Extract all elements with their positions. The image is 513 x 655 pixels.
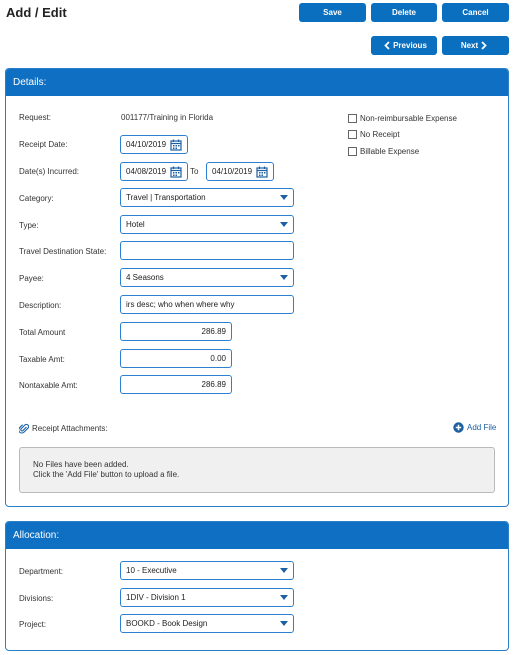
non-reimbursable-checkbox[interactable] <box>348 114 457 123</box>
type-value: Hotel <box>126 220 145 229</box>
divisions-select[interactable] <box>120 588 294 607</box>
caret-down-icon <box>280 222 288 227</box>
receipt-date-label: Receipt Date: <box>19 140 68 149</box>
department-value: 10 - Executive <box>126 566 177 575</box>
date-incurred-to-value: 04/10/2019 <box>212 167 253 176</box>
date-incurred-from-field[interactable] <box>120 162 188 181</box>
dropzone-line-2: Click the 'Add File' button to upload a file. <box>33 470 180 479</box>
divisions-value: 1DIV - Division 1 <box>126 593 186 602</box>
taxable-amt-value: 0.00 <box>210 354 226 363</box>
type-select[interactable] <box>120 215 294 234</box>
request-value: 001177/Training in Florida <box>121 113 214 122</box>
project-label: Project: <box>19 620 47 629</box>
to-label: To <box>190 167 199 176</box>
no-receipt-checkbox[interactable] <box>348 130 400 139</box>
calendar-icon[interactable] <box>170 139 182 151</box>
receipt-attachments-label: Receipt Attachments: <box>32 424 108 433</box>
project-select[interactable] <box>120 614 294 633</box>
caret-down-icon <box>280 195 288 200</box>
calendar-icon[interactable] <box>170 166 182 178</box>
previous-button[interactable] <box>371 36 437 55</box>
receipt-date-field[interactable] <box>120 135 188 154</box>
calendar-icon[interactable] <box>256 166 268 178</box>
save-button[interactable] <box>299 3 366 22</box>
caret-down-icon <box>280 621 288 626</box>
payee-value: 4 Seasons <box>126 273 164 282</box>
previous-button-label: Previous <box>393 41 427 50</box>
department-label: Department: <box>19 567 64 576</box>
project-value: BOOKD - Book Design <box>126 619 208 628</box>
nontaxable-amt-label: Nontaxable Amt: <box>19 381 78 390</box>
payee-select[interactable] <box>120 268 294 287</box>
add-file-button[interactable] <box>453 422 496 433</box>
next-button[interactable] <box>442 36 509 55</box>
receipt-attachments <box>19 423 108 434</box>
description-value: irs desc; who when where why <box>126 300 235 309</box>
taxable-amt-input[interactable] <box>120 349 232 368</box>
paperclip-icon <box>19 423 29 434</box>
payee-label: Payee: <box>19 274 44 283</box>
category-label: Category: <box>19 194 54 203</box>
total-amount-value: 286.89 <box>201 327 226 336</box>
caret-down-icon <box>280 595 288 600</box>
nontaxable-amt-value: 286.89 <box>201 380 226 389</box>
chevron-left-icon <box>384 41 390 50</box>
type-label: Type: <box>19 221 39 230</box>
non-reimbursable-label: Non-reimbursable Expense <box>360 114 457 123</box>
travel-destination-state-input[interactable] <box>120 241 294 260</box>
receipt-date-value: 04/10/2019 <box>126 140 167 149</box>
checkbox-box[interactable] <box>348 130 357 139</box>
total-amount-input[interactable] <box>120 322 232 341</box>
travel-destination-state-label: Travel Destination State: <box>19 247 107 256</box>
billable-label: Billable Expense <box>360 147 420 156</box>
date-incurred-to-field[interactable] <box>206 162 274 181</box>
dates-incurred-label: Date(s) Incurred: <box>19 167 80 176</box>
details-header: Details: <box>6 69 508 96</box>
file-dropzone <box>19 447 495 493</box>
allocation-header: Allocation: <box>6 522 508 549</box>
dropzone-line-1: No Files have been added. <box>33 460 129 469</box>
date-incurred-from-value: 04/08/2019 <box>126 167 167 176</box>
add-file-label: Add File <box>467 423 497 432</box>
nontaxable-amt-input[interactable] <box>120 375 232 394</box>
caret-down-icon <box>280 275 288 280</box>
chevron-right-icon <box>481 41 487 50</box>
next-button-label: Next <box>460 41 479 50</box>
category-select[interactable] <box>120 188 294 207</box>
department-select[interactable] <box>120 561 294 580</box>
page-title: Add / Edit <box>6 5 67 20</box>
total-amount-label: Total Amount <box>19 328 66 337</box>
checkbox-box[interactable] <box>348 114 357 123</box>
delete-button-label: Delete <box>391 8 416 17</box>
request-label: Request: <box>19 113 52 122</box>
save-button-label: Save <box>323 8 342 17</box>
cancel-button-label: Cancel <box>462 8 489 17</box>
no-receipt-label: No Receipt <box>360 130 400 139</box>
caret-down-icon <box>280 568 288 573</box>
cancel-button[interactable] <box>442 3 509 22</box>
divisions-label: Divisions: <box>19 594 54 603</box>
details-panel <box>5 68 509 507</box>
billable-checkbox[interactable] <box>348 147 419 156</box>
description-input[interactable] <box>120 295 294 314</box>
checkbox-box[interactable] <box>348 147 357 156</box>
category-value: Travel | Transportation <box>126 193 206 202</box>
delete-button[interactable] <box>371 3 437 22</box>
taxable-amt-label: Taxable Amt: <box>19 355 65 364</box>
add-circle-icon <box>453 422 464 433</box>
description-label: Description: <box>19 301 62 310</box>
allocation-panel <box>5 521 509 651</box>
